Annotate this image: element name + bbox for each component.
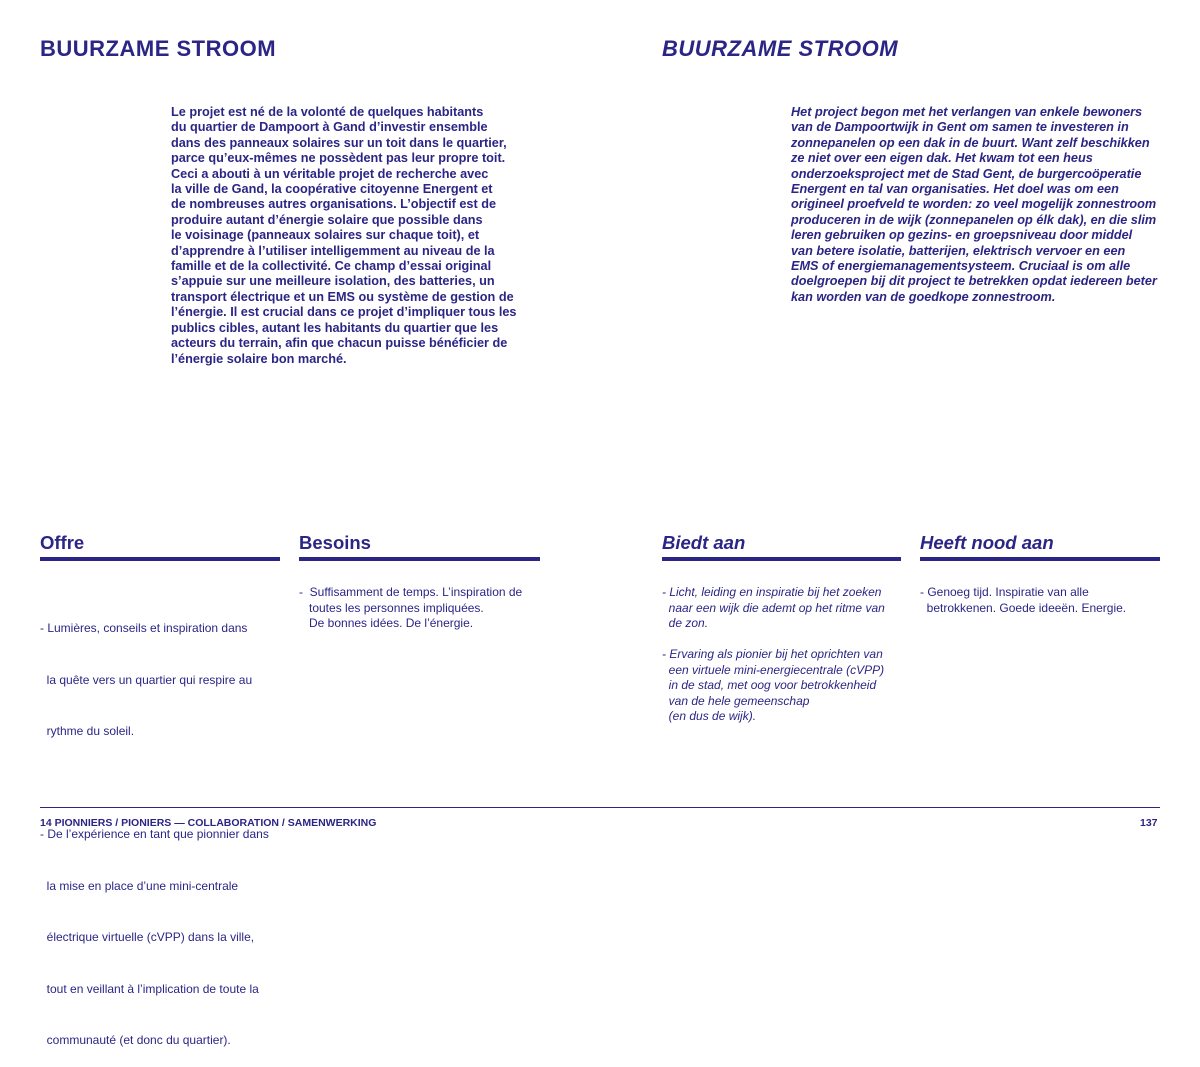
footer-section-label: 14 PIONNIERS / PIONIERS — COLLABORATION / SAMENWERKING (40, 817, 377, 829)
left-intro-line: transport électrique et un EMS ou système de gestion de (171, 289, 514, 304)
list-spacer (40, 776, 269, 792)
list-item: électrique virtuelle (cVPP) dans la ville, (40, 930, 255, 944)
needs-heading-rule-nl (920, 557, 1160, 561)
left-intro-line: l’énergie solaire bon marché. (171, 351, 347, 366)
list-item: in de stad, met oog voor betrokkenheid (662, 678, 877, 692)
left-intro-paragraph (171, 105, 517, 367)
right-intro-line: zonnepanelen op een dak in de buurt. Want zelf beschikken (791, 135, 1150, 150)
needs-heading: Besoins (299, 532, 371, 553)
list-item: De bonnes idées. De l’énergie. (299, 616, 474, 630)
left-intro-line: la ville de Gand, la coopérative citoyenne Energent et (171, 182, 493, 197)
left-intro-line: le voisinage (panneaux solaires sur chaque toit), et (171, 228, 480, 243)
right-intro-line: onderzoeksproject met de Stad Gent, de burgercoöperatie (791, 166, 1142, 181)
right-intro-line: leren gebruiken op gezins- en groepsniveau door middel (791, 228, 1133, 243)
right-page-title: BUURZAME STROOM (662, 36, 899, 61)
right-intro-line: van de Dampoortwijk in Gent om samen te investeren in (791, 120, 1129, 135)
list-item: - Suffisamment de temps. L’inspiration de (299, 585, 523, 599)
list-spacer (662, 632, 885, 648)
needs-list (299, 585, 522, 632)
list-item: toutes les personnes impliquées. (299, 600, 484, 615)
right-intro-line: EMS of energiemanagementsysteem. Cruciaal is om alle (791, 259, 1131, 274)
right-intro-line: doelgroepen bij dit project te betrekken opdat iedereen beter (791, 274, 1157, 289)
right-intro-line: produceren in de wijk (zonnepanelen op élk dak), en die slim (791, 212, 1157, 227)
left-page-title: BUURZAME STROOM (40, 36, 277, 61)
list-item: de zon. (662, 616, 709, 630)
left-intro-line: s’appuie sur une meilleure isolation, des batteries, un (171, 274, 495, 289)
list-item: la quête vers un quartier qui respire au (40, 672, 253, 687)
offer-heading-nl: Biedt aan (662, 532, 746, 553)
offer-heading-rule-nl (662, 557, 901, 561)
right-intro-line: ze niet over een eigen dak. Het kwam tot een heus (791, 151, 1093, 166)
list-item: (en dus de wijk). (662, 709, 757, 723)
list-item: - De l’expérience en tant que pionnier dans (40, 827, 269, 841)
list-item: betrokkenen. Goede ideeën. Energie. (920, 600, 1127, 615)
list-item: een virtuele mini-energiecentrale (cVPP) (662, 662, 885, 677)
offer-heading: Offre (40, 532, 85, 553)
right-intro-line: Het project begon met het verlangen van enkele bewoners (791, 105, 1143, 119)
left-intro-line: acteurs du terrain, afin que chacun puisse bénéficier de (171, 336, 508, 351)
left-intro-line: Le projet est né de la volonté de quelques habitants (171, 105, 484, 119)
right-intro-line: van betere isolatie, batterijen, elektrisch vervoer en een (791, 243, 1126, 258)
list-item: van de hele gemeenschap (662, 693, 810, 708)
list-item: communauté (et donc du quartier). (40, 1033, 231, 1047)
list-item: - Licht, leiding en inspiratie bij het zoeken (662, 585, 882, 599)
right-intro-line: Energent en tal van organisaties. Het doel was om een (791, 182, 1119, 197)
left-intro-line: Ceci a abouti à un véritable projet de recherche avec (171, 166, 489, 181)
left-intro-line: l’énergie. Il est crucial dans ce projet d’impliquer tous les (171, 305, 517, 320)
list-item: naar een wijk die ademt op het ritme van (662, 600, 885, 615)
left-intro-line: du quartier de Dampoort à Gand d’investir ensemble (171, 120, 488, 135)
left-intro-line: famille et de la collectivité. Ce champ d’essai original (171, 259, 492, 274)
list-item: tout en veillant à l’implication de toute la (40, 981, 259, 996)
right-intro-line: kan worden van de goedkope zonnestroom. (791, 289, 1056, 304)
right-intro-paragraph (791, 105, 1157, 305)
needs-heading-nl: Heeft nood aan (920, 532, 1054, 553)
list-item: - Lumières, conseils et inspiration dans (40, 621, 248, 635)
right-intro-line: origineel proefveld te worden: zo veel mogelijk zonnestroom (791, 197, 1157, 212)
list-item: la mise en place d’une mini-centrale (40, 878, 239, 893)
offer-list-nl (662, 585, 885, 725)
needs-list-nl (920, 585, 1126, 616)
list-item: rythme du soleil. (40, 724, 135, 738)
left-intro-line: publics cibles, autant les habitants du quartier que les (171, 320, 499, 335)
offer-heading-rule (40, 557, 280, 561)
list-item: - Ervaring als pionier bij het oprichten van (662, 647, 883, 661)
left-intro-line: dans des panneaux solaires sur un toit dans le quartier, (171, 135, 507, 150)
left-intro-line: de nombreuses autres organisations. L’objectif est de (171, 197, 497, 212)
needs-heading-rule (299, 557, 540, 561)
page-number: 137 (1140, 817, 1158, 829)
left-intro-line: produire autant d’énergie solaire que possible dans (171, 212, 483, 227)
left-intro-line: d’apprendre à l’utiliser intelligemment au niveau de la (171, 243, 495, 258)
list-item: - Genoeg tijd. Inspiratie van alle (920, 585, 1089, 599)
left-intro-line: parce qu’eux-mêmes ne possèdent pas leur propre toit. (171, 151, 506, 166)
footer-divider (40, 807, 1160, 808)
